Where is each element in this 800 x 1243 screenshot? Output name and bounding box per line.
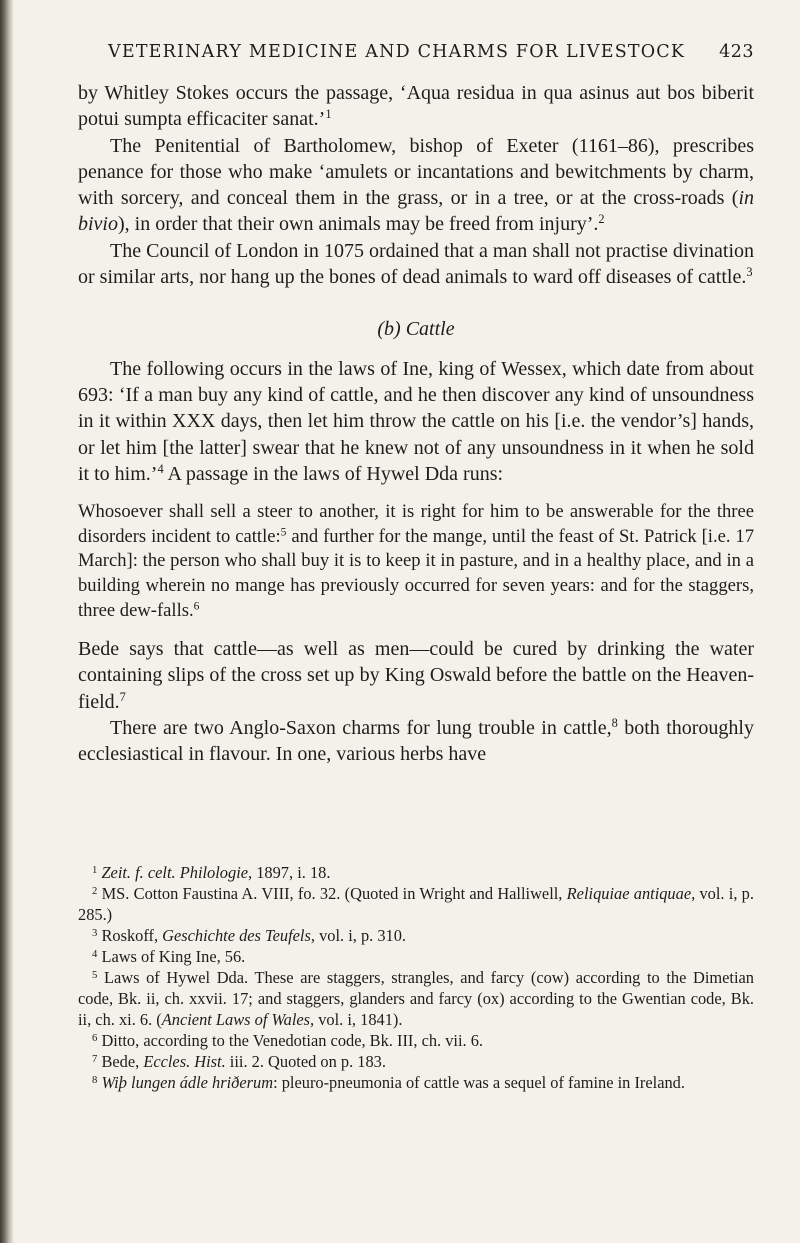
paragraph-penitential: The Penitential of Bartholomew, bishop of Exeter (1161–86), prescribes penance for those who make ‘amulets or incantations and bewitchments by charm, with sorcery, and conceal them in the grass, or in a tree, or at the cross-roads (in bivio), in order that their own animals may be freed from injury’.$^2$ [78, 134, 754, 236]
footnote-ref[interactable]: 5 [280, 526, 287, 539]
paragraph-anglo-saxon-charms: There are two Anglo-Saxon charms for lung trouble in cattle,$^8$ both thoroughly ecclesiastical in flavour. In one, various herbs have [78, 716, 754, 766]
section-heading-cattle: (b) Cattle [377, 318, 455, 341]
paragraph-laws-of-ine: The following occurs in the laws of Ine, king of Wessex, which date from about 693: ‘If a man buy any kind of cattle, and he then discover any kind of unsoundness in it within XXX days, then let him throw the cattle on his [i.e. the vendor’s] hands, or let him [the latter] swear that he knew not of any unsoundness in it when he sold it to him.’$^4$ A passage in the laws of Hywel Dda runs: [78, 357, 754, 485]
footnote-3: $^3$ Roskoff, Geschichte des Teufels, vol. i, p. 310. [92, 926, 407, 945]
footnote-8: $^8$ Wiþ lungen ádle hriðerum: pleuro-pneumonia of cattle was a sequel of famine in Ireland. [92, 1073, 685, 1092]
footnote-5: $^5$ Laws of Hywel Dda. These are staggers, strangles, and farcy (cow) according to the Dimetian code, Bk. ii, ch. xxvii. 17; and staggers, glanders and farcy (ox) according to the Gwentian code, Bk. ii, ch. xi. 6. (Ancient Laws of Wales, vol. i, 1841). [78, 968, 754, 1029]
footnote-1: $^1$ Zeit. f. celt. Philologie, 1897, i. 18. [92, 863, 331, 882]
main-text [78, 80, 754, 768]
footnote-ref[interactable]: 3 [746, 265, 753, 280]
quotation-hywel-dda: Whosoever shall sell a steer to another, it is right for him to be answerable for the three disorders incident to cattle:$^5$ and further for the mange, until the feast of St. Patrick [i.e. 17 March]: the person who shall buy it is to keep it in pasture, and in a healthy place, and in a building wherein no mange has previously occurred for seven years: and for the staggers, three dew-falls.$^6$ [78, 501, 754, 621]
running-header [108, 42, 754, 62]
paragraph-bede: Bede says that cattle—as well as men—could be cured by drinking the water containing slips of the cross set up by King Oswald before the battle on the Heaven-field.$^7$ [78, 638, 754, 713]
paragraph-council-london: The Council of London in 1075 ordained that a man shall not practise divination or similar arts, nor hang up the bones of dead animals to ward off diseases of cattle.$^3$ [78, 239, 754, 289]
running-title: VETERINARY MEDICINE AND CHARMS FOR LIVESTOCK [108, 42, 686, 62]
footnote-4: $^4$ Laws of King Ine, 56. [92, 947, 246, 966]
footnote-ref[interactable]: 7 [119, 689, 126, 704]
footnote-ref[interactable]: 6 [193, 600, 200, 613]
footnote-ref[interactable]: 2 [598, 212, 605, 227]
paragraph-stokes: by Whitley Stokes occurs the passage, ‘Aqua residua in qua asinus aut bos biberit potui sumpta efficaciter sanat.’$^1$ [78, 82, 754, 131]
footnote-ref[interactable]: 4 [157, 462, 164, 477]
footnote-2: $^2$ MS. Cotton Faustina A. VIII, fo. 32. (Quoted in Wright and Halliwell, Reliquiae antiquae, vol. i, p. 285.) [78, 884, 754, 924]
footnote-7: $^7$ Bede, Eccles. Hist. iii. 2. Quoted on p. 183. [92, 1052, 386, 1071]
book-spine-edge [0, 0, 14, 1243]
footnote-ref[interactable]: 1 [325, 107, 332, 122]
footnote-6: $^6$ Ditto, according to the Venedotian code, Bk. III, ch. vii. 6. [92, 1031, 484, 1050]
footnotes [78, 862, 754, 1093]
page-number: 423 [719, 42, 754, 62]
footnote-ref[interactable]: 8 [611, 716, 618, 731]
